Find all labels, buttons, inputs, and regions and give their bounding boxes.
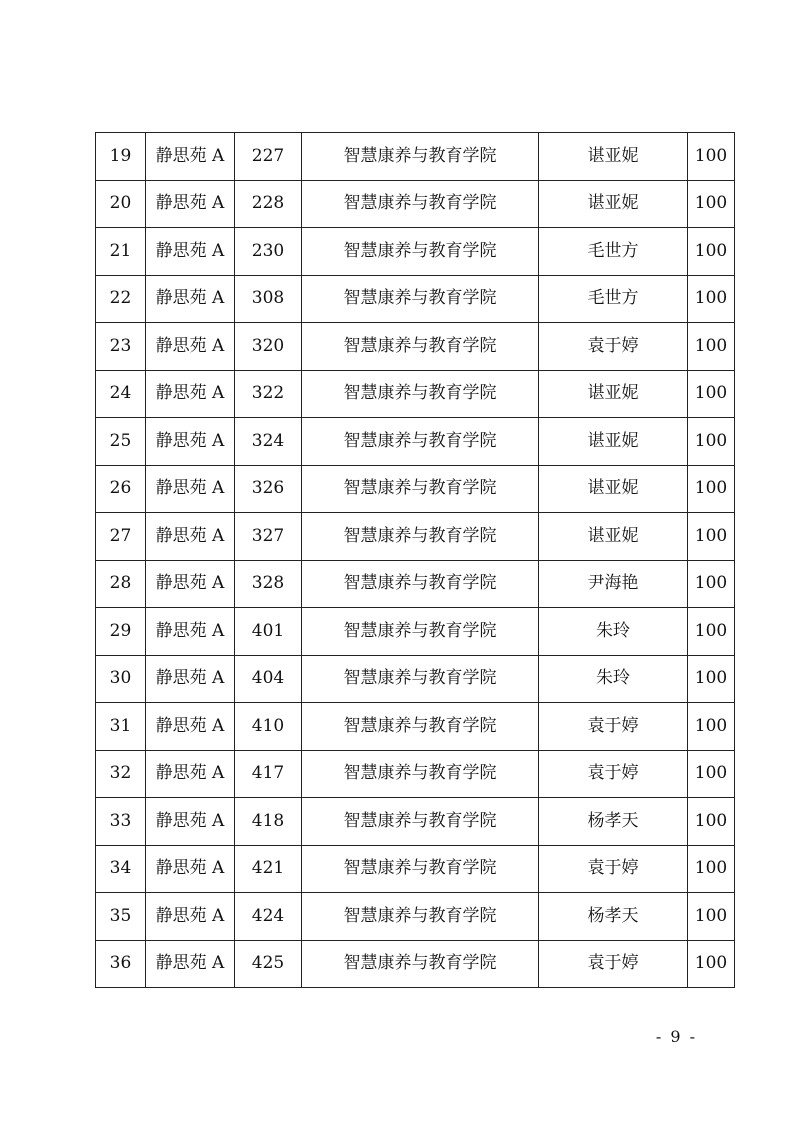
score-cell: 100 [688,465,735,513]
building-cell: 静思苑 A [146,323,235,371]
college-cell: 智慧康养与教育学院 [302,893,539,941]
table-row [96,180,735,228]
row-number-cell: 31 [96,703,146,751]
room-number-cell: 324 [235,418,302,466]
table-row [96,703,735,751]
building-cell: 静思苑 A [146,513,235,561]
score-cell: 100 [688,893,735,941]
score-cell: 100 [688,180,735,228]
score-cell: 100 [688,655,735,703]
college-cell: 智慧康养与教育学院 [302,845,539,893]
score-cell: 100 [688,275,735,323]
room-number-cell: 327 [235,513,302,561]
college-cell: 智慧康养与教育学院 [302,418,539,466]
college-cell: 智慧康养与教育学院 [302,513,539,561]
row-number-cell: 20 [96,180,146,228]
row-number-cell: 23 [96,323,146,371]
table-row [96,513,735,561]
page-number: - 9 - [655,1027,697,1046]
score-cell: 100 [688,560,735,608]
inspector-name-cell: 毛世方 [539,228,688,276]
room-number-cell: 308 [235,275,302,323]
row-number-cell: 19 [96,133,146,181]
building-cell: 静思苑 A [146,750,235,798]
table-row [96,750,735,798]
table-row [96,275,735,323]
building-cell: 静思苑 A [146,940,235,988]
table-row [96,655,735,703]
score-cell: 100 [688,750,735,798]
inspector-name-cell: 袁于婷 [539,750,688,798]
row-number-cell: 27 [96,513,146,561]
score-cell: 100 [688,798,735,846]
table-row [96,608,735,656]
college-cell: 智慧康养与教育学院 [302,750,539,798]
score-cell: 100 [688,418,735,466]
score-cell: 100 [688,703,735,751]
building-cell: 静思苑 A [146,845,235,893]
room-number-cell: 404 [235,655,302,703]
table-row [96,370,735,418]
room-number-cell: 410 [235,703,302,751]
building-cell: 静思苑 A [146,608,235,656]
inspector-name-cell: 朱玲 [539,608,688,656]
row-number-cell: 36 [96,940,146,988]
room-number-cell: 227 [235,133,302,181]
score-cell: 100 [688,228,735,276]
row-number-cell: 28 [96,560,146,608]
college-cell: 智慧康养与教育学院 [302,180,539,228]
room-number-cell: 418 [235,798,302,846]
room-number-cell: 417 [235,750,302,798]
building-cell: 静思苑 A [146,655,235,703]
college-cell: 智慧康养与教育学院 [302,798,539,846]
college-cell: 智慧康养与教育学院 [302,228,539,276]
row-number-cell: 32 [96,750,146,798]
college-cell: 智慧康养与教育学院 [302,323,539,371]
inspector-name-cell: 谌亚妮 [539,180,688,228]
row-number-cell: 30 [96,655,146,703]
row-number-cell: 34 [96,845,146,893]
room-number-cell: 228 [235,180,302,228]
table-row [96,465,735,513]
score-cell: 100 [688,133,735,181]
row-number-cell: 29 [96,608,146,656]
room-number-cell: 425 [235,940,302,988]
room-number-cell: 328 [235,560,302,608]
college-cell: 智慧康养与教育学院 [302,655,539,703]
dormitory-score-table [95,132,735,988]
inspector-name-cell: 谌亚妮 [539,465,688,513]
college-cell: 智慧康养与教育学院 [302,703,539,751]
table-body [96,133,735,988]
inspector-name-cell: 谌亚妮 [539,370,688,418]
row-number-cell: 22 [96,275,146,323]
inspector-name-cell: 谌亚妮 [539,513,688,561]
room-number-cell: 326 [235,465,302,513]
inspector-name-cell: 毛世方 [539,275,688,323]
college-cell: 智慧康养与教育学院 [302,560,539,608]
table-row [96,418,735,466]
table-row [96,560,735,608]
room-number-cell: 424 [235,893,302,941]
building-cell: 静思苑 A [146,703,235,751]
college-cell: 智慧康养与教育学院 [302,370,539,418]
inspector-name-cell: 谌亚妮 [539,418,688,466]
inspector-name-cell: 袁于婷 [539,940,688,988]
score-cell: 100 [688,323,735,371]
building-cell: 静思苑 A [146,370,235,418]
room-number-cell: 320 [235,323,302,371]
row-number-cell: 26 [96,465,146,513]
room-number-cell: 401 [235,608,302,656]
room-number-cell: 322 [235,370,302,418]
room-number-cell: 230 [235,228,302,276]
inspector-name-cell: 杨孝天 [539,798,688,846]
college-cell: 智慧康养与教育学院 [302,608,539,656]
inspector-name-cell: 尹海艳 [539,560,688,608]
score-cell: 100 [688,940,735,988]
score-cell: 100 [688,845,735,893]
building-cell: 静思苑 A [146,560,235,608]
score-cell: 100 [688,608,735,656]
building-cell: 静思苑 A [146,275,235,323]
college-cell: 智慧康养与教育学院 [302,133,539,181]
score-cell: 100 [688,370,735,418]
row-number-cell: 21 [96,228,146,276]
inspector-name-cell: 袁于婷 [539,845,688,893]
building-cell: 静思苑 A [146,133,235,181]
table-row [96,228,735,276]
row-number-cell: 35 [96,893,146,941]
table-row [96,798,735,846]
inspector-name-cell: 杨孝天 [539,893,688,941]
inspector-name-cell: 袁于婷 [539,323,688,371]
score-cell: 100 [688,513,735,561]
college-cell: 智慧康养与教育学院 [302,275,539,323]
inspector-name-cell: 朱玲 [539,655,688,703]
row-number-cell: 33 [96,798,146,846]
row-number-cell: 25 [96,418,146,466]
college-cell: 智慧康养与教育学院 [302,465,539,513]
inspector-name-cell: 袁于婷 [539,703,688,751]
building-cell: 静思苑 A [146,180,235,228]
table-row [96,940,735,988]
table-row [96,323,735,371]
building-cell: 静思苑 A [146,798,235,846]
table-row [96,893,735,941]
table-row [96,133,735,181]
inspector-name-cell: 谌亚妮 [539,133,688,181]
table-row [96,845,735,893]
building-cell: 静思苑 A [146,893,235,941]
row-number-cell: 24 [96,370,146,418]
building-cell: 静思苑 A [146,228,235,276]
college-cell: 智慧康养与教育学院 [302,940,539,988]
building-cell: 静思苑 A [146,465,235,513]
building-cell: 静思苑 A [146,418,235,466]
room-number-cell: 421 [235,845,302,893]
